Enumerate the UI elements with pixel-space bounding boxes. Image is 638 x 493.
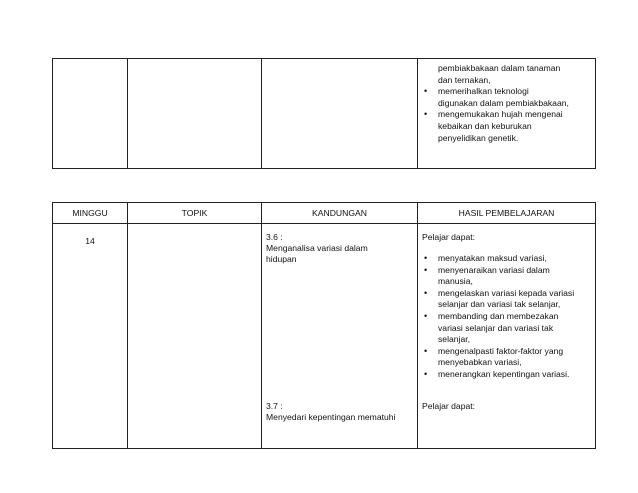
bullet-item: • menyatakan maksud variasi, <box>424 253 547 263</box>
header-minggu: MINGGU <box>53 203 128 224</box>
table-row <box>53 224 596 449</box>
topic-cell <box>128 224 262 449</box>
bullet-icon: • <box>424 264 428 275</box>
week-cell <box>53 59 128 169</box>
week-cell <box>53 224 128 449</box>
header-kandungan: KANDUNGAN <box>262 203 418 224</box>
bullet-item: • mengelaskan variasi kepada variasi selanjar dan variasi tak selanjar, <box>424 287 575 310</box>
content-3-7: 3.7 : Menyedari kepentingan mematuhi <box>266 401 396 422</box>
bullet-item: • menerangkan kepentingan variasi. <box>424 368 570 379</box>
bullet-icon: • <box>424 109 428 120</box>
content-3-6: 3.6 : Menganalisa variasi dalam hidupan <box>266 232 368 264</box>
header-hasil: HASIL PEMBELAJARAN <box>418 203 596 224</box>
topic-cell <box>128 59 262 169</box>
bullet-item: • mengemukakan hujah mengenai kebaikan dan keburukan penyelidikan genetik. <box>424 109 563 143</box>
bullet-item: • membanding dan membezakan variasi selanjar dan variasi tak selanjar, <box>424 310 559 345</box>
learning-outcome-cell <box>418 224 596 449</box>
learning-outcome-cell <box>418 59 596 169</box>
syllabus-table <box>52 202 596 449</box>
content-cell <box>262 59 418 169</box>
week-number: 14 <box>85 236 95 246</box>
outcome-intro-2: Pelajar dapat: <box>422 401 476 411</box>
bullet-item: • memerihalkan teknologi digunakan dalam pembiakbakaan, <box>424 86 569 108</box>
header-topik: TOPIK <box>128 203 262 224</box>
bullet-icon: • <box>424 368 428 379</box>
bullet-item: • mengenalpasti faktor-faktor yang menyebabkan variasi, <box>424 345 564 368</box>
bullet-icon: • <box>424 86 428 97</box>
bullet-icon: • <box>424 253 428 263</box>
outcome-intro: Pelajar dapat: <box>422 232 476 242</box>
bullet-icon: • <box>424 287 428 298</box>
bullet-item: • menyenaraikan variasi dalam manusia, <box>424 264 550 287</box>
content-cell <box>262 224 418 449</box>
bullet-icon: • <box>424 345 428 356</box>
header-row <box>53 203 596 224</box>
continued-table <box>52 58 596 169</box>
bullet-icon: • <box>424 310 428 321</box>
continued-item: pembiakbakaan dalam tanaman dan ternakan, <box>438 63 561 85</box>
